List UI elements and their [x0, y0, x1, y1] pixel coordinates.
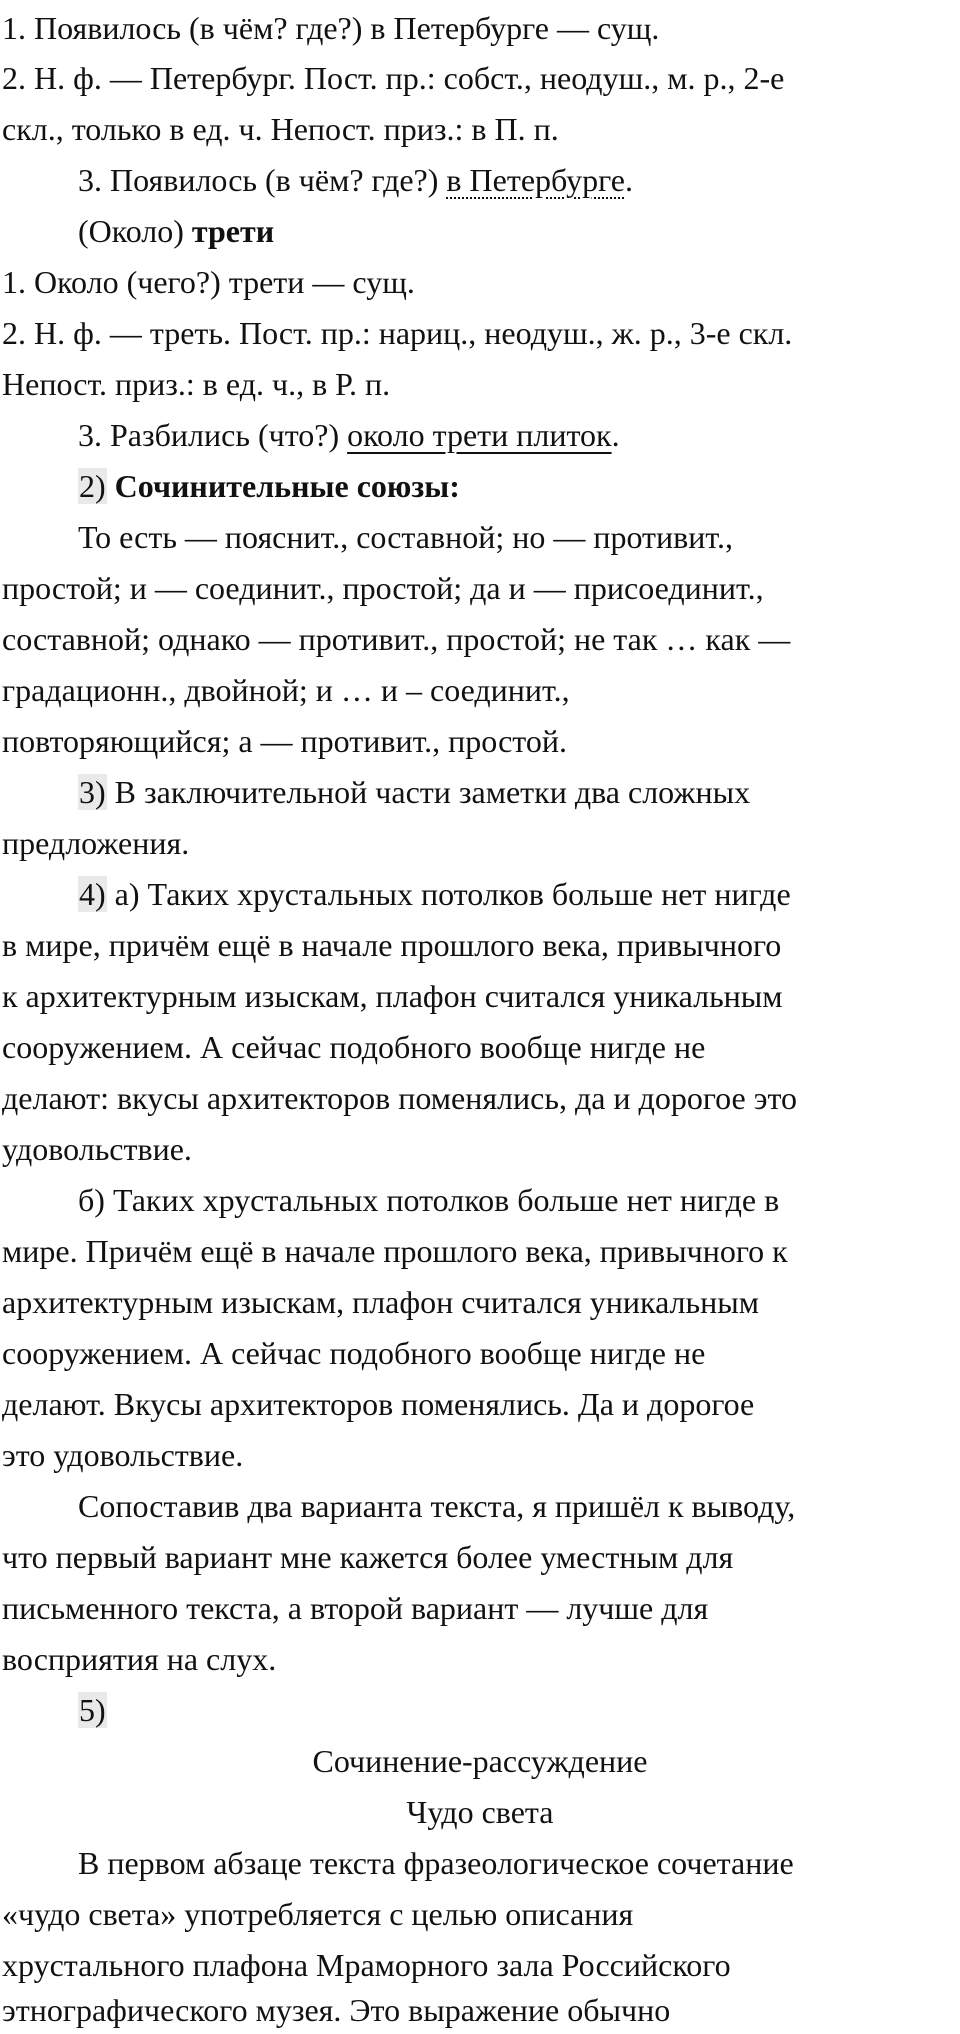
text-line: делают: вкусы архитекторов поменялись, да и дорогое это: [2, 1080, 798, 1116]
text-line: «чудо света» употребляется с целью описания: [2, 1896, 634, 1932]
text-line: 1. Около (чего?) трети — сущ.: [2, 264, 415, 300]
text-line: Сопоставив два варианта текста, я пришёл к выводу,: [78, 1488, 796, 1524]
text-line: б) Таких хрустальных потолков больше нет нигде в: [78, 1182, 780, 1218]
text-line: Непост. приз.: в ед. ч., в Р. п.: [2, 366, 391, 402]
item-number: 5): [79, 1692, 106, 1728]
text-line: что первый вариант мне кажется более уместным для: [2, 1539, 734, 1575]
text-line: В первом абзаце текста фразеологическое сочетание: [78, 1845, 794, 1881]
text-line: [78, 1690, 107, 1730]
text-line: делают. Вкусы архитекторов поменялись. Да и дорогое: [2, 1386, 755, 1422]
text-line: сооружением. А сейчас подобного вообще нигде не: [2, 1335, 706, 1371]
text-line: мире. Причём ещё в начале прошлого века, привычного к: [2, 1233, 788, 1269]
text-line: 4) а) Таких хрустальных потолков больше нет нигде: [79, 876, 791, 912]
text-line: хрустального плафона Мраморного зала Российского: [2, 1947, 731, 1983]
text-line: письменного текста, а второй вариант — лучше для: [2, 1590, 709, 1626]
text-line: 3. Появилось (в чём? где?) в Петербурге.: [78, 162, 633, 198]
text-line: восприятия на слух.: [2, 1641, 277, 1677]
text-line: (Около) трети: [78, 213, 275, 249]
text-line: 1. Появилось (в чём? где?) в Петербурге — сущ.: [2, 10, 660, 46]
item-number: 4): [79, 876, 106, 912]
text-line: сооружением. А сейчас подобного вообще нигде не: [2, 1029, 706, 1065]
text-line: это удовольствие.: [2, 1437, 244, 1473]
text-line: градационн., двойной; и … и – соединит.,: [2, 672, 570, 708]
essay-title: Чудо света: [406, 1794, 554, 1830]
bold-heading: Сочинительные союзы:: [114, 468, 460, 504]
item-number: 2): [79, 468, 106, 504]
text-line: этнографического музея. Это выражение обычно: [2, 1992, 671, 2028]
text-line: 3. Разбились (что?) около трети плиток.: [78, 417, 620, 453]
text-line: простой; и — соединит., простой; да и — присоединит.,: [2, 570, 764, 606]
text-line: архитектурным изыскам, плафон считался уникальным: [2, 1284, 759, 1320]
text-line: в мире, причём ещё в начале прошлого века, привычного: [2, 927, 782, 963]
text-line: 3) В заключительной части заметки два сложных: [79, 774, 751, 810]
text-line: к архитектурным изыскам, плафон считался уникальным: [2, 978, 783, 1014]
text-line: 2. Н. ф. — Петербург. Пост. пр.: собст., неодуш., м. р., 2-е: [2, 60, 785, 96]
text-line: скл., только в ед. ч. Непост. приз.: в П. п.: [2, 111, 559, 147]
section-heading: [78, 466, 460, 506]
text-line: составной; однако — противит., простой; не так … как —: [2, 621, 791, 657]
text-line: То есть — пояснит., составной; но — противит.,: [78, 519, 733, 555]
underlined-phrase: около трети плиток: [347, 417, 612, 453]
bold-word: трети: [191, 213, 275, 249]
underlined-phrase: в Петербурге: [446, 162, 625, 198]
text-line: 2. Н. ф. — треть. Пост. пр.: нариц., неодуш., ж. р., 3-е скл.: [2, 315, 793, 351]
text-line: повторяющийся; а — противит., простой.: [2, 723, 567, 759]
text-line: предложения.: [2, 825, 190, 861]
item-number: 3): [79, 774, 106, 810]
essay-type-heading: Сочинение-рассуждение: [312, 1743, 648, 1779]
text-line: удовольствие.: [2, 1131, 192, 1167]
